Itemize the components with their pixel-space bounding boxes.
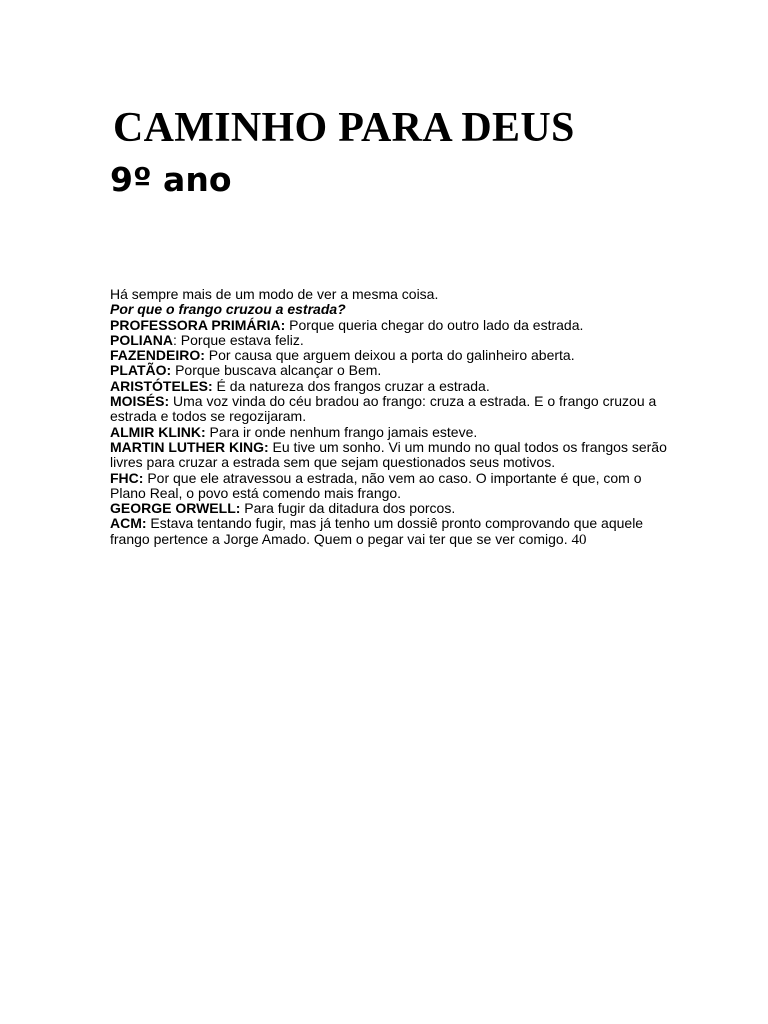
answer-line xyxy=(110,394,670,425)
answer-text: Eu tive um sonho. Vi um mundo no qual todos os frangos serão livres para cruzar a estrada sem que sejam questionados seus motivos. xyxy=(110,438,667,471)
document-subtitle: 9º ano xyxy=(110,160,232,199)
speaker-name: MARTIN LUTHER KING: xyxy=(110,438,269,455)
answer-text: Por que ele atravessou a estrada, não vem ao caso. O importante é que, com o Plano Real, o povo está comendo mais frango. xyxy=(110,469,642,501)
answer-text: Uma voz vinda do céu bradou ao frango: cruza a estrada. E o frango cruzou a estrada e todos se regozijaram. xyxy=(110,393,657,425)
answer-text: Porque buscava alcançar o Bem. xyxy=(171,362,382,379)
answer-text: Para fugir da ditadura dos porcos. xyxy=(240,500,456,517)
answer-line xyxy=(110,318,670,333)
answer-text: : Porque estava feliz. xyxy=(173,331,304,348)
speaker-name: PLATÃO: xyxy=(110,362,172,379)
speaker-name: MOISÉS: xyxy=(110,393,170,410)
document-title: CAMINHO PARA DEUS xyxy=(113,105,575,151)
speaker-name: ACM: xyxy=(110,515,147,532)
intro-paragraph: Há sempre mais de um modo de ver a mesma coisa. xyxy=(110,286,439,302)
speaker-name: FHC: xyxy=(110,469,144,486)
answer-text: Para ir onde nenhum frango jamais esteve. xyxy=(205,423,478,440)
speaker-name: GEORGE ORWELL: xyxy=(110,500,241,517)
answer-line xyxy=(110,425,670,440)
answer-line xyxy=(110,333,670,348)
speaker-name: ARISTÓTELES: xyxy=(110,377,213,394)
speaker-name: POLIANA xyxy=(110,331,173,348)
answer-text: Estava tentando fugir, mas já tenho um dossiê pronto comprovando que aquele frango pertence a Jorge Amado. Quem o pegar vai ter que se ver comigo. xyxy=(110,515,644,547)
speaker-name: PROFESSORA PRIMÁRIA: xyxy=(110,316,286,333)
answer-line xyxy=(110,501,670,516)
speaker-name: ALMIR KLINK: xyxy=(110,423,206,440)
answer-line xyxy=(110,363,670,378)
speaker-name: FAZENDEIRO: xyxy=(110,347,205,364)
answer-line xyxy=(110,471,670,502)
answer-text: Por causa que arguem deixou a porta do galinheiro aberta. xyxy=(204,347,575,364)
page-number: 40 xyxy=(571,531,587,548)
answer-line xyxy=(110,516,670,548)
document-body xyxy=(110,287,670,548)
answer-line xyxy=(110,440,670,471)
answer-text: Porque queria chegar do outro lado da estrada. xyxy=(285,316,584,333)
question-heading: Por que o frango cruzou a estrada? xyxy=(110,301,346,318)
answer-line xyxy=(110,379,670,394)
answer-text: É da natureza dos frangos cruzar a estrada. xyxy=(212,377,490,394)
